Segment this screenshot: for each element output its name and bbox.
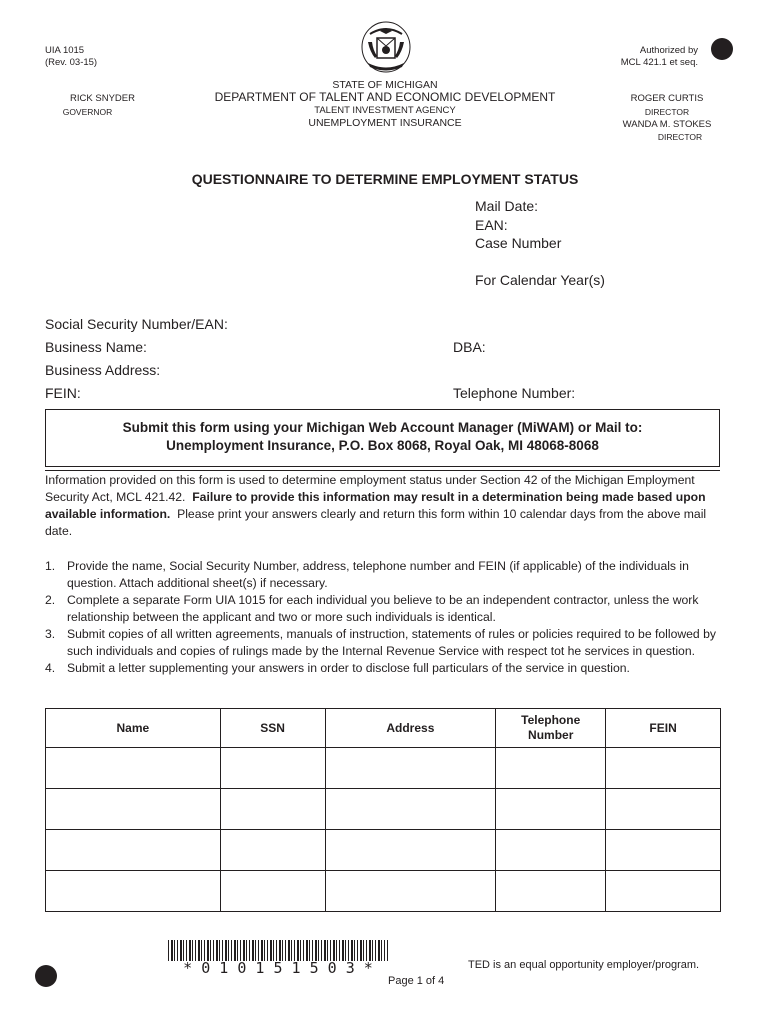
telephone-label: Telephone Number: — [453, 385, 576, 401]
table-row — [46, 871, 721, 912]
column-header-address: Address — [325, 709, 496, 748]
intro-warning: Failure to provide this information may result in a determination being made based upon available information. — [45, 490, 706, 521]
ean-label: EAN: — [475, 217, 508, 233]
telephone-cell[interactable] — [496, 871, 606, 912]
fein-cell[interactable] — [606, 789, 721, 830]
table-header-row — [46, 709, 721, 748]
table-row — [46, 830, 721, 871]
director1-title: DIRECTOR — [644, 107, 690, 117]
name-cell[interactable] — [46, 748, 221, 789]
instruction-item: 4. Submit a letter supplementing your answers in order to disclose full particulars of the service in question. — [45, 661, 630, 675]
submit-line-1: Submit this form using your Michigan Web Account Manager (MiWAM) or Mail to: — [122, 420, 643, 435]
form-id: UIA 1015 — [45, 45, 85, 56]
intro-text-2: Please print your answers clearly and return this form within 10 calendar days from the above mail date. — [45, 507, 707, 538]
telephone-cell[interactable] — [496, 789, 606, 830]
fein-cell[interactable] — [606, 748, 721, 789]
ssn-cell[interactable] — [220, 789, 325, 830]
state-name: STATE OF MICHIGAN — [332, 79, 438, 91]
ssn-cell[interactable] — [220, 748, 325, 789]
address-cell[interactable] — [325, 830, 496, 871]
column-header-telephone: Telephone Number — [496, 709, 606, 748]
intro-paragraph — [45, 472, 730, 540]
business-name-label: Business Name: — [45, 339, 147, 355]
barcode-text: * 0 1 0 1 5 1 5 0 3 * — [183, 959, 373, 977]
authority: MCL 421.1 et seq. — [620, 57, 698, 68]
page-title: QUESTIONNAIRE TO DETERMINE EMPLOYMENT STATUS — [191, 171, 579, 187]
column-header-fein: FEIN — [606, 709, 721, 748]
name-cell[interactable] — [46, 871, 221, 912]
registration-mark-top — [711, 38, 733, 60]
director1-name: ROGER CURTIS — [630, 93, 704, 104]
case-number-label: Case Number — [475, 235, 562, 251]
table-row — [46, 748, 721, 789]
ssn-cell[interactable] — [220, 871, 325, 912]
michigan-seal-icon — [360, 20, 412, 74]
address-cell[interactable] — [325, 748, 496, 789]
agency-name: TALENT INVESTMENT AGENCY — [314, 105, 456, 116]
division-name: UNEMPLOYMENT INSURANCE — [308, 117, 462, 129]
table-row — [46, 789, 721, 830]
name-cell[interactable] — [46, 830, 221, 871]
dba-label: DBA: — [453, 339, 486, 355]
barcode — [168, 940, 388, 961]
individuals-table — [45, 708, 721, 912]
address-cell[interactable] — [325, 789, 496, 830]
director2-title: DIRECTOR — [657, 132, 703, 142]
instruction-item: 3. Submit copies of all written agreements, manuals of instruction, statements of rules or policies required to be followed by such individuals and copies of rulings made by the Internal Revenue Service with respect tot he services in question. — [45, 627, 716, 658]
telephone-cell[interactable] — [496, 830, 606, 871]
calendar-year-label: For Calendar Year(s) — [475, 272, 605, 288]
submit-line-2: Unemployment Insurance, P.O. Box 8068, Royal Oak, MI 48068-8068 — [166, 438, 599, 453]
mail-date-label: Mail Date: — [475, 198, 539, 214]
instruction-item: 2. Complete a separate Form UIA 1015 for each individual you believe to be an independent contractor, unless the work relationship between the applicant and two or more such individuals is identical. — [45, 593, 699, 624]
eeo-statement: TED is an equal opportunity employer/program. — [468, 959, 700, 971]
governor-name: RICK SNYDER — [70, 93, 135, 104]
divider — [45, 470, 720, 471]
ssn-cell[interactable] — [220, 830, 325, 871]
column-header-name: Name — [46, 709, 221, 748]
telephone-cell[interactable] — [496, 748, 606, 789]
ssn-ean-label: Social Security Number/EAN: — [45, 316, 228, 332]
department-name: DEPARTMENT OF TALENT AND ECONOMIC DEVELOPMENT — [214, 90, 556, 104]
instructions-list — [45, 558, 735, 677]
page-number: Page 1 of 4 — [388, 975, 445, 987]
authorized-by: Authorized by — [639, 45, 698, 56]
registration-mark-bottom — [35, 965, 57, 987]
fein-label: FEIN: — [45, 385, 81, 401]
address-cell[interactable] — [325, 871, 496, 912]
name-cell[interactable] — [46, 789, 221, 830]
fein-cell[interactable] — [606, 830, 721, 871]
intro-text-1: Information provided on this form is used to determine employment status under Section 42 of the Michigan Employment Security Act, MCL 421.42. — [45, 473, 695, 504]
form-revision: (Rev. 03-15) — [45, 57, 98, 68]
governor-title: GOVERNOR — [62, 107, 113, 117]
instruction-item: 1. Provide the name, Social Security Number, address, telephone number and FEIN (if applicable) of the individuals in question. Attach additional sheet(s) if necessary. — [45, 559, 689, 590]
business-address-label: Business Address: — [45, 362, 161, 378]
column-header-ssn: SSN — [220, 709, 325, 748]
director2-name: WANDA M. STOKES — [622, 119, 712, 130]
fein-cell[interactable] — [606, 871, 721, 912]
